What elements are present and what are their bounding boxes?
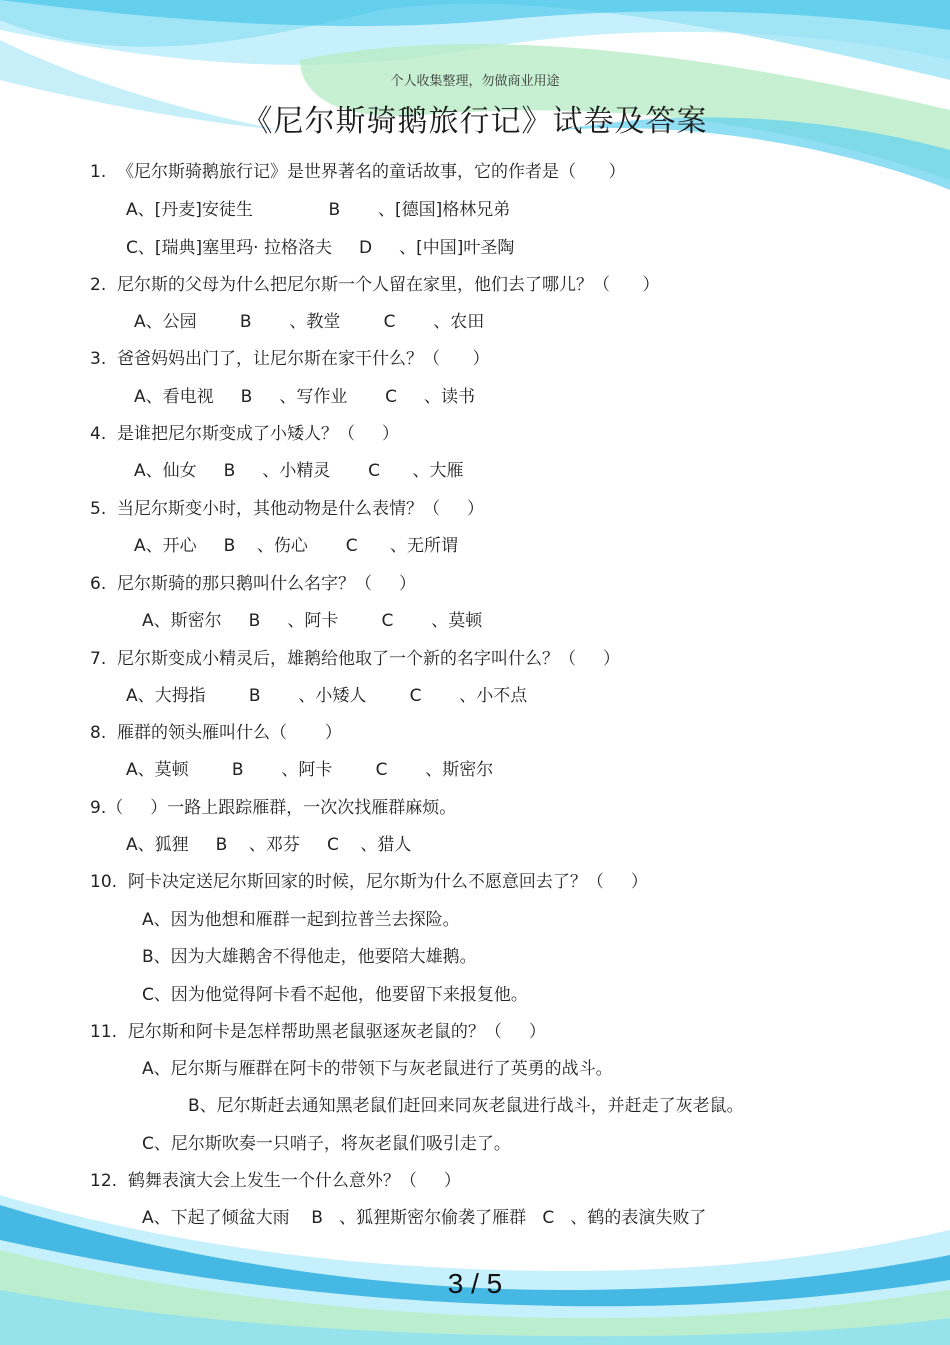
question-1-options-2: C、[瑞典]塞里玛· 拉格洛夫 D 、[中国]叶圣陶 xyxy=(126,238,515,258)
question-9: 9.（ ）一路上跟踪雁群，一次次找雁群麻烦。 xyxy=(90,798,457,818)
question-6-options: A、斯密尔 B 、阿卡 C 、莫顿 xyxy=(142,611,483,631)
question-12-options: A、下起了倾盆大雨 B 、狐狸斯密尔偷袭了雁群 C 、鹤的表演失败了 xyxy=(142,1208,707,1228)
question-10-option-a: A、因为他想和雁群一起到拉普兰去探险。 xyxy=(142,910,460,930)
question-10-option-c: C、因为他觉得阿卡看不起他，他要留下来报复他。 xyxy=(142,985,528,1005)
question-11-option-a: A、尼尔斯与雁群在阿卡的带领下与灰老鼠进行了英勇的战斗。 xyxy=(142,1059,613,1079)
question-10: 10. 阿卡决定送尼尔斯回家的时候，尼尔斯为什么不愿意回去了？（ ） xyxy=(90,872,648,892)
question-3: 3. 爸爸妈妈出门了，让尼尔斯在家干什么？（ ） xyxy=(90,349,490,369)
question-1-options-1: A、[丹麦]安徒生 B 、[德国]格林兄弟 xyxy=(126,200,511,220)
question-11-option-b: B、尼尔斯赶去通知黑老鼠们赶回来同灰老鼠进行战斗，并赶走了灰老鼠。 xyxy=(188,1096,744,1116)
question-12: 12. 鹤舞表演大会上发生一个什么意外？（ ） xyxy=(90,1171,461,1191)
page-title: 《尼尔斯骑鹅旅行记》试卷及答案 xyxy=(242,104,708,139)
question-11: 11. 尼尔斯和阿卡是怎样帮助黑老鼠驱逐灰老鼠的？（ ） xyxy=(90,1022,546,1042)
question-6: 6. 尼尔斯骑的那只鹅叫什么名字？（ ） xyxy=(90,574,417,594)
question-7-options: A、大拇指 B 、小矮人 C 、小不点 xyxy=(126,686,528,706)
question-5-options: A、开心 B 、伤心 C 、无所谓 xyxy=(134,536,459,556)
question-4-options: A、仙女 B 、小精灵 C 、大雁 xyxy=(134,461,464,481)
header-note: 个人收集整理，勿做商业用途 xyxy=(390,74,560,89)
question-3-options: A、看电视 B 、写作业 C 、读书 xyxy=(134,387,476,407)
question-2: 2. 尼尔斯的父母为什么把尼尔斯一个人留在家里，他们去了哪儿？（ ） xyxy=(90,275,660,295)
question-8-options: A、莫顿 B 、阿卡 C 、斯密尔 xyxy=(126,760,494,780)
page-number: 3 / 5 xyxy=(447,1268,503,1299)
question-5: 5. 当尼尔斯变小时，其他动物是什么表情？（ ） xyxy=(90,499,485,519)
question-1: 1. 《尼尔斯骑鹅旅行记》是世界著名的童话故事，它的作者是（ ） xyxy=(90,162,626,182)
question-9-options: A、狐狸 B 、邓芬 C 、猎人 xyxy=(126,835,412,855)
question-8: 8. 雁群的领头雁叫什么（ ） xyxy=(90,723,342,743)
question-7: 7. 尼尔斯变成小精灵后，雄鹅给他取了一个新的名字叫什么？（ ） xyxy=(90,649,621,669)
question-11-option-c: C、尼尔斯吹奏一只哨子，将灰老鼠们吸引走了。 xyxy=(142,1134,511,1154)
question-2-options: A、公园 B 、教堂 C 、农田 xyxy=(134,312,485,332)
question-10-option-b: B、因为大雄鹅舍不得他走，他要陪大雄鹅。 xyxy=(142,947,477,967)
question-4: 4. 是谁把尼尔斯变成了小矮人？（ ） xyxy=(90,424,400,444)
